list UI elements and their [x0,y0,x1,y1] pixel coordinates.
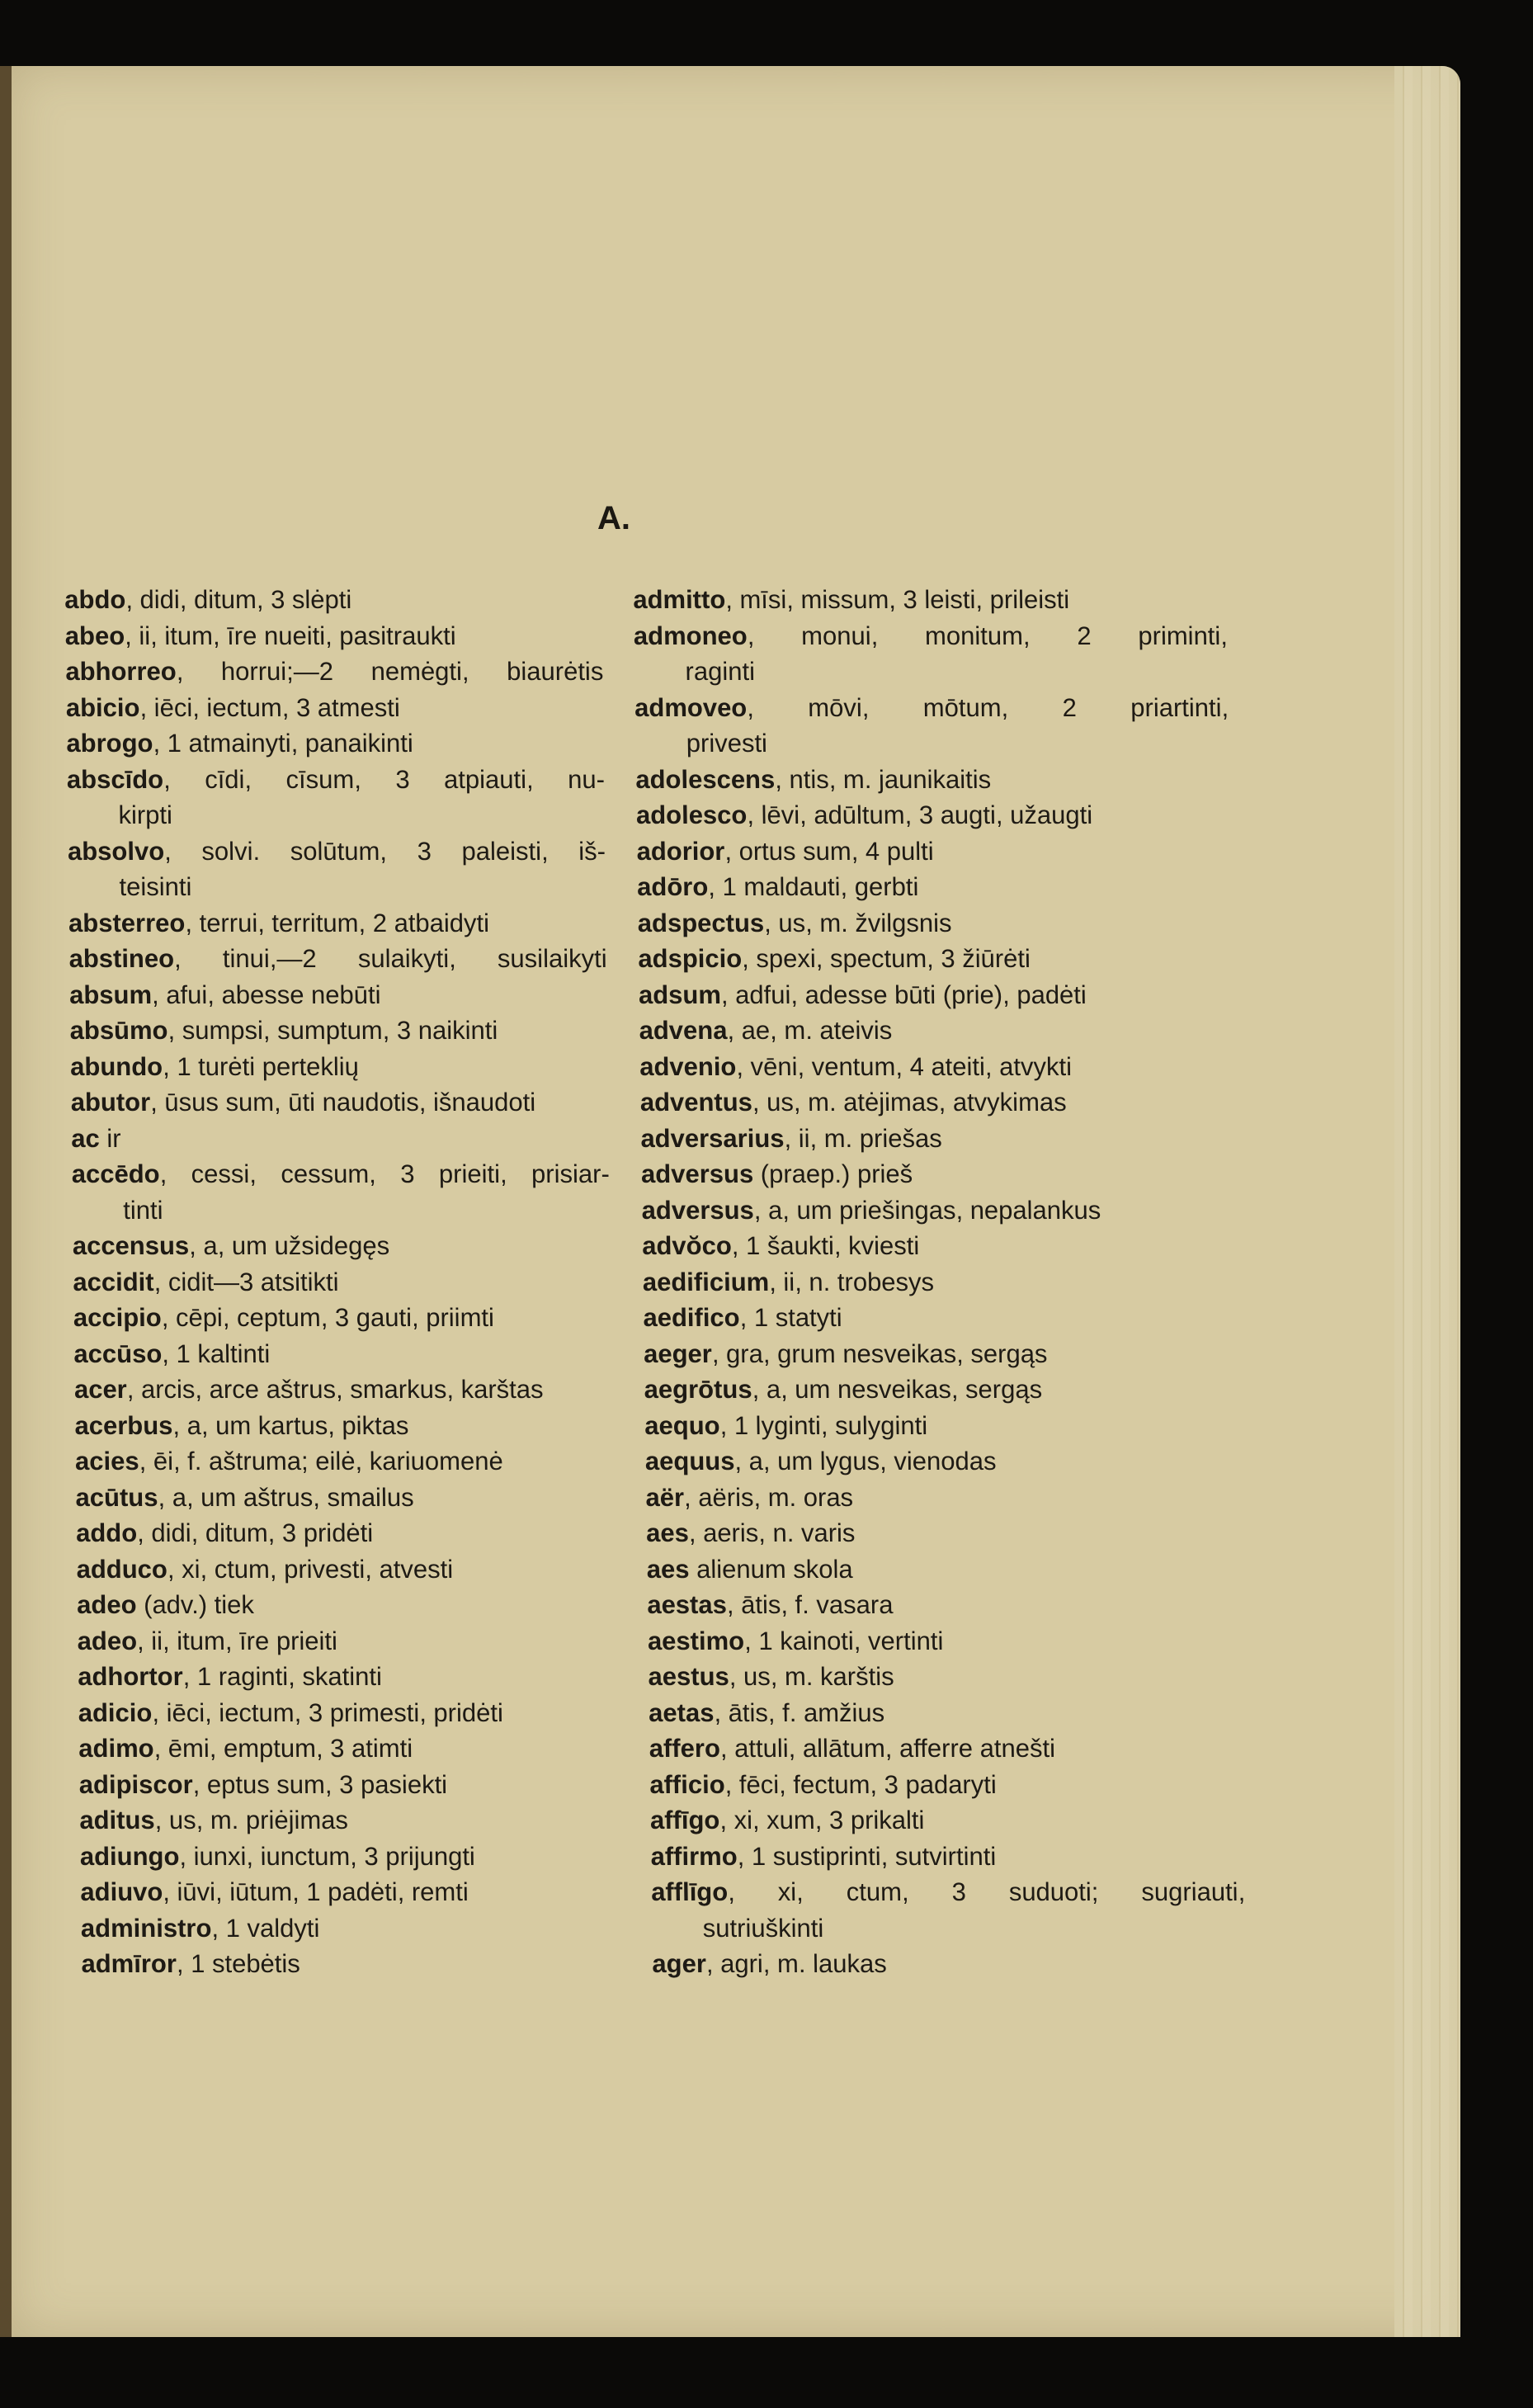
dictionary-entry [76,1551,615,1588]
dictionary-entry [67,762,606,833]
entry-first-line [81,1910,620,1947]
headword: aestas [647,1590,728,1619]
definition: , 1 sustiprinti, sutvirtinti [737,1841,997,1871]
definition: , iūvi, iūtum, 1 padėti, remti [163,1877,469,1906]
entry-first-line [78,1659,616,1695]
headword: accūso [73,1339,163,1368]
dictionary-entry [66,690,605,726]
dictionary-entry [652,1946,1247,1982]
entry-first-line [639,1013,1233,1049]
headword: adversus [640,1159,754,1188]
headword: absterreo [68,908,186,937]
dictionary-entry [641,1156,1236,1192]
headword: adolesco [635,800,748,829]
headword: aedifico [643,1303,740,1332]
dictionary-entry [639,1013,1233,1049]
definition: , 1 turėti perteklių [162,1051,360,1081]
dictionary-entry [637,905,1232,942]
definition: , 1 statyti [739,1303,842,1332]
headword: aetas [648,1697,715,1727]
dictionary-entry [639,977,1233,1013]
entry-first-line [651,1874,1246,1910]
definition: , ēmi, emptum, 3 atimti [153,1734,413,1763]
definition: , adfui, adesse būti (prie), padėti [720,980,1087,1009]
dictionary-entry [75,1480,614,1516]
dictionary-entry [640,1084,1235,1121]
definition: , a, um kartus, piktas [172,1410,409,1440]
headword: adspicio [638,944,743,973]
definition: ir [99,1123,121,1153]
headword: admitto [633,585,726,614]
headword: affīgo [649,1806,720,1834]
entry-first-line [649,1695,1243,1731]
entry-first-line [642,1228,1237,1264]
dictionary-entry [80,1874,619,1910]
definition: (adv.) tiek [136,1590,255,1619]
definition: (praep.) prieš [752,1159,913,1188]
headword: adiungo [79,1841,180,1871]
dictionary-entry [641,1192,1236,1229]
dictionary-entry [642,1228,1237,1264]
definition: , tinui,—2 sulaikyti, susilaikyti [173,944,607,973]
entry-first-line [70,1049,609,1085]
headword: absolvo [67,836,165,866]
dictionary-entry [639,1049,1234,1085]
headword: adsum [638,980,722,1009]
dictionary-entry [66,725,605,762]
definition: , ūsus sum, ūti naudotis, išnaudoti [149,1088,536,1117]
entry-first-line [73,1336,612,1372]
entry-first-line [64,582,603,618]
entry-first-line [69,977,608,1013]
headword: accensus [72,1231,190,1260]
definition: , 1 maldauti, gerbti [708,872,919,901]
definition: , 1 šaukti, kviesti [731,1231,920,1260]
definition: , lēvi, adūltum, 3 augti, užaugti [747,800,1093,829]
headword: abhorreo [65,657,177,686]
definition: , ēi, f. aštruma; eilė, kariuomenė [139,1447,503,1475]
headword: addo [75,1518,138,1547]
definition: , cidit—3 atsitikti [153,1267,339,1296]
entry-first-line [634,690,1229,726]
definition: , iēci, iectum, 3 atmesti [139,692,400,722]
headword: adventus [639,1088,753,1117]
definition: , ii, m. priešas [784,1123,942,1153]
dictionary-entry [68,833,606,905]
headword: abscīdo [66,764,164,794]
dictionary-entry [75,1443,614,1480]
dictionary-entry [643,1264,1238,1301]
dictionary-entry [649,1730,1243,1767]
dictionary-entry [81,1946,620,1982]
headword: aegrōtus [644,1375,752,1404]
entry-first-line [649,1730,1243,1767]
entry-first-line [646,1551,1241,1588]
dictionary-entry [646,1551,1241,1588]
dictionary-entry [77,1623,616,1660]
entry-first-line [636,833,1231,870]
dictionary-entry [74,1408,613,1444]
headword: adiuvo [80,1877,163,1906]
dictionary-entry [69,977,608,1013]
headword: abicio [65,692,140,722]
entry-first-line [640,1121,1235,1157]
dictionary-entry [644,1408,1239,1444]
entry-first-line [643,1264,1238,1301]
definition: , ii, itum, īre nueiti, pasitraukti [124,621,456,650]
headword: acer [73,1375,127,1404]
definition: , sumpsi, sumptum, 3 naikinti [167,1016,498,1045]
entry-first-line [636,797,1231,833]
headword: aes [646,1554,690,1584]
definition: , iēci, iectum, 3 primesti, pridėti [152,1697,504,1727]
headword: aequo [644,1410,720,1440]
entry-first-line [635,762,1230,798]
entry-first-line [645,1480,1240,1516]
entry-first-line [68,905,607,942]
definition: , ae, m. ateivis [727,1016,893,1045]
headword: acies [74,1447,139,1475]
headword: adicio [78,1697,153,1727]
definition: , aëris, m. oras [683,1482,854,1512]
dictionary-entry [648,1659,1243,1695]
dictionary-entry [650,1839,1245,1875]
entry-first-line [73,1264,611,1301]
dictionary-entry [80,1839,619,1875]
dictionary-entry [81,1910,620,1947]
section-letter-heading: A. [597,500,630,536]
definition: , terrui, territum, 2 atbaidyti [185,908,490,937]
dictionary-entry [79,1802,618,1839]
definition: , a, um aštrus, smailus [158,1482,414,1512]
headword: aestus [648,1662,730,1691]
entry-first-line [76,1551,615,1588]
definition: , ii, itum, īre prieiti [136,1626,338,1655]
headword: aër [645,1482,685,1512]
dictionary-entry [651,1874,1246,1946]
headword: abrogo [66,729,153,758]
entry-first-line [645,1443,1240,1480]
dictionary-entry [76,1515,615,1551]
headword: affirmo [650,1841,738,1871]
definition: , eptus sum, 3 pasiekti [192,1769,448,1799]
dictionary-entry [71,1121,610,1157]
dictionary-entry [73,1336,612,1372]
dictionary-entry [633,582,1228,618]
dictionary-entry [78,1695,616,1731]
headword: abdo [64,585,126,614]
entry-first-line [78,1730,617,1767]
definition: , afui, abesse nebūti [151,980,381,1009]
definition: , agri, m. laukas [705,1949,887,1978]
entry-first-line [78,1695,616,1731]
entry-first-line [650,1802,1245,1839]
entry-first-line [65,618,604,654]
entry-first-line [640,1084,1235,1121]
entry-first-line [68,941,607,977]
definition: , 1 raginti, skatinti [182,1662,383,1691]
headword: aequus [644,1447,735,1475]
definition: , ātis, f. amžius [714,1697,885,1727]
dictionary-entry [644,1336,1238,1372]
definition: , a, um priešingas, nepalankus [753,1195,1101,1225]
headword: afficio [649,1769,725,1799]
definition: , us, m. karštis [729,1662,894,1691]
left-column [64,582,620,1982]
dictionary-entry [73,1300,612,1336]
entry-first-line [74,1372,613,1408]
headword: adduco [76,1554,168,1584]
entry-first-line [69,1013,608,1049]
entry-first-line [67,762,606,798]
definition-continuation: teisinti [119,872,192,901]
headword: adōro [636,872,709,901]
definition: , arcis, arce aštrus, smarkus, karštas [126,1375,544,1404]
entry-first-line [637,905,1232,942]
dictionary-entry [634,690,1229,762]
entry-first-line [638,941,1233,977]
headword: adspectus [637,908,765,937]
dictionary-entry [69,1013,608,1049]
definition-continuation: tinti [123,1195,163,1225]
headword: aes [645,1518,690,1547]
headword: adolescens [635,764,776,794]
entry-first-line [75,1480,614,1516]
definition: , attuli, allātum, afferre atnešti [719,1734,1056,1763]
definition: , us, m. priėjimas [154,1806,349,1834]
entry-first-line [81,1946,620,1982]
definition: , spexi, spectum, 3 žiūrėti [741,944,1031,973]
definition: , cēpi, ceptum, 3 gauti, priimti [161,1303,495,1332]
dictionary-entry [645,1443,1240,1480]
entry-first-line [79,1767,618,1803]
definition: , a, um užsidegęs [188,1231,390,1260]
entry-first-line [76,1515,615,1551]
definition: , 1 kaltinti [162,1339,271,1368]
dictionary-entry [647,1587,1242,1623]
entry-first-line [633,582,1228,618]
entry-first-line [648,1623,1243,1660]
dictionary-entry [644,1372,1238,1408]
entry-first-line [637,869,1232,905]
dictionary-entry [636,833,1231,870]
dictionary-entry [65,618,604,654]
headword: advenio [639,1051,737,1081]
entry-first-line [648,1659,1243,1695]
headword: adeo [77,1626,138,1655]
entry-first-line [641,1156,1236,1192]
headword: aditus [79,1806,155,1834]
headword: adorior [636,836,725,866]
definition: , ii, n. trobesys [768,1267,935,1296]
entry-first-line [652,1946,1247,1982]
entry-first-line [72,1156,611,1192]
headword: ager [652,1949,707,1978]
entry-first-line [649,1767,1244,1803]
dictionary-entry [77,1587,616,1623]
definition: , us, m. atėjimas, atvykimas [752,1088,1067,1117]
dictionary-entry [65,654,604,690]
dictionary-entry [79,1767,618,1803]
definition: , fēci, fectum, 3 padaryti [724,1769,997,1799]
headword: advŏco [641,1231,733,1260]
definition: , a, um nesveikas, sergąs [752,1375,1043,1404]
entry-first-line [73,1228,611,1264]
entry-first-line [77,1587,616,1623]
headword: abutor [70,1088,151,1117]
dictionary-entry [650,1802,1245,1839]
definition: , xi, ctum, privesti, atvesti [167,1554,454,1584]
definition: , a, um lygus, vienodas [734,1447,997,1475]
definition: , gra, grum nesveikas, sergąs [711,1339,1048,1368]
headword: affero [649,1734,721,1763]
definition: , ntis, m. jaunikaitis [774,764,992,794]
headword: ac [71,1123,100,1153]
headword: abstineo [68,944,175,973]
headword: aeger [643,1339,713,1368]
dictionary-entry [635,762,1230,798]
entry-first-line [68,833,606,870]
definition: , horrui;—2 nemėgti, biaurėtis [176,657,604,686]
headword: acerbus [74,1410,173,1440]
entry-first-line [644,1372,1238,1408]
definition: , xi, ctum, 3 suduoti; sugriauti, [727,1877,1246,1906]
entry-first-line [70,1084,609,1121]
entry-first-line [80,1874,619,1910]
definition-continuation: privesti [686,729,768,758]
dictionary-entry [64,582,603,618]
dictionary-entry [634,618,1229,690]
dictionary-entry [637,869,1232,905]
dictionary-entry [646,1515,1241,1551]
definition: , ortus sum, 4 pulti [724,836,934,866]
definition: , 1 valdyti [211,1913,320,1943]
headword: accēdo [71,1159,160,1188]
dictionary-entry [640,1121,1235,1157]
dictionary-entry [68,941,607,977]
entry-first-line [644,1336,1238,1372]
entry-first-line [639,1049,1234,1085]
dictionary-entry [649,1695,1243,1731]
dictionary-entry [636,797,1231,833]
definition: , 1 lyginti, sulyginti [719,1410,928,1440]
dictionary-entry [70,1084,609,1121]
entry-first-line [644,1408,1239,1444]
definition: , monui, monitum, 2 priminti, [747,621,1229,650]
dictionary-entry [73,1228,611,1264]
headword: abundo [69,1051,163,1081]
dictionary-entry [649,1767,1244,1803]
entry-first-line [641,1192,1236,1229]
definition: , cīdi, cīsum, 3 atpiauti, nu- [163,764,606,794]
headword: absum [68,980,153,1009]
definition: , didi, ditum, 3 pridėti [136,1518,374,1547]
dictionary-entry [645,1480,1240,1516]
entry-first-line [646,1515,1241,1551]
entry-first-line [74,1408,613,1444]
dictionary-entry [70,1049,609,1085]
dictionary-entry [648,1623,1243,1660]
definition-continuation: kirpti [118,800,173,829]
headword: advena [639,1016,728,1045]
entry-first-line [643,1300,1238,1336]
headword: abeo [64,621,125,650]
dictionary-entry [68,905,607,942]
definition: , mīsi, missum, 3 leisti, prileisti [724,585,1070,614]
entry-first-line [71,1121,610,1157]
headword: adversus [641,1195,755,1225]
entry-first-line [77,1623,616,1660]
entry-first-line [650,1839,1245,1875]
definition: , ātis, f. vasara [726,1590,894,1619]
dictionary-entry [78,1730,617,1767]
entry-first-line [634,618,1229,654]
entry-first-line [639,977,1233,1013]
definition: alienum skola [689,1554,853,1584]
definition-continuation: sutriuškinti [702,1913,824,1943]
headword: acūtus [75,1482,158,1512]
dictionary-entry [74,1372,613,1408]
dictionary-entry [72,1156,611,1228]
entry-first-line [79,1802,618,1839]
definition: , mōvi, mōtum, 2 priartinti, [746,692,1229,722]
definition: , didi, ditum, 3 slėpti [125,585,352,614]
headword: admoveo [634,692,748,722]
headword: adimo [78,1734,154,1763]
definition: , solvi. solūtum, 3 paleisti, iš- [163,836,606,866]
dictionary-entry [73,1264,611,1301]
entry-first-line [647,1587,1242,1623]
definition: , cessi, cessum, 3 prieiti, prisiar- [159,1159,610,1188]
headword: adhortor [77,1662,183,1691]
entry-first-line [65,654,604,690]
headword: aedificium [642,1267,770,1296]
definition: , 1 atmainyti, panaikinti [153,729,413,758]
definition: , vēni, ventum, 4 ateiti, atvykti [736,1051,1073,1081]
definition: , 1 stebėtis [176,1949,301,1978]
headword: admoneo [633,621,748,650]
entry-first-line [73,1300,612,1336]
definition-continuation: raginti [685,657,756,686]
definition: , aeris, n. varis [688,1518,856,1547]
headword: accipio [73,1303,162,1332]
right-column [633,582,1247,1982]
headword: aestimo [647,1626,745,1655]
definition: , iunxi, iunctum, 3 prijungti [179,1841,476,1871]
entry-first-line [66,725,605,762]
headword: absūmo [69,1016,168,1045]
headword: admīror [81,1949,177,1978]
headword: adeo [76,1590,137,1619]
headword: accidit [73,1267,154,1296]
entry-first-line [80,1839,619,1875]
dictionary-entry [638,941,1233,977]
definition: , us, m. žvilgsnis [763,908,952,937]
headword: adversarius [640,1123,785,1153]
definition: , xi, xum, 3 prikalti [719,1806,925,1834]
entry-first-line [75,1443,614,1480]
headword: adipiscor [78,1769,193,1799]
definition: , 1 kainoti, vertinti [743,1626,944,1655]
headword: administro [80,1913,212,1943]
dictionary-entry [643,1300,1238,1336]
headword: afflīgo [650,1877,729,1906]
entry-first-line [66,690,605,726]
page-stack-edge [1394,66,1460,2337]
dictionary-entry [78,1659,616,1695]
